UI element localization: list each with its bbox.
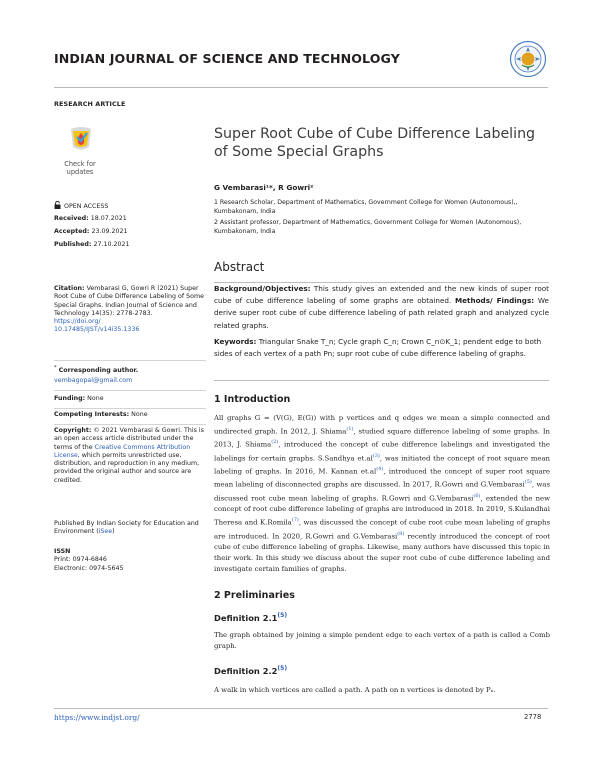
issn-block: ISSN Print: 0974-6846 Electronic: 0974-5645 <box>54 548 124 572</box>
citation-ref[interactable]: (2) <box>271 439 279 446</box>
section-introduction-heading: 1 Introduction <box>214 394 291 405</box>
author-list: G Vembarasi¹*, R Gowri² <box>214 183 314 192</box>
abstract-heading: Abstract <box>214 260 265 274</box>
journal-logo <box>509 40 547 78</box>
email-link[interactable]: vembagopal@gmail.com <box>54 377 133 384</box>
footer-divider <box>54 708 548 709</box>
abstract-bottom-rule <box>214 380 549 381</box>
definition-2-1-heading: Definition 2.1$^{(5)}$ <box>214 612 288 623</box>
definition-2-2-heading: Definition 2.2$^{(5)}$ <box>214 665 288 676</box>
introduction-paragraph: All graphs G = (V(G), E(G)) with p vertices and q edges we mean a simple connected and undirected graph. In 2012, J. Shiama$^{(1)}$, studied square difference labeling of some graphs. In 2013, J. Shiama$^{(2)}$, introduced the concept of cube difference labelings and investigated the labelings for certain graphs. S.Sandhya et.al$^{(3)}$, was initiated the concept of root square mean labeling of graphs. In 2016, M. Kannan et.al$^{(4)}$, introduced the concept of super root square mean labeling of disconnected graphs are discussed. In 2017, R.Gowri and G.Vembarasi$^{(5)}$, was discussed root cube mean labeling of graphs. R.Gowri and G.Vembarasi$^{(6)}$, extended the new concept of root cube difference labeling of graphs are introduced in 2018. In 2019, S.Kulandhai Theresa and K.Romila$^{(7)}$, was discussed the concept of cube root cube mean labeling of graphs are introduced. In 2020, R.Gowri and G.Vembarasi$^{(8)}$ recently introduced the concept of root cube of cube difference labeling of graphs. Likewise, many authors have discussed this topic in their work. In this study we discuss about the super root cube of cube difference labeling and investigate certain families of graphs. <box>214 414 551 573</box>
competing-row: Competing Interests: None <box>54 411 148 418</box>
issn-electronic: Electronic: 0974-5645 <box>54 564 124 572</box>
citation-ref[interactable]: (5) <box>277 612 288 619</box>
sidebar-divider <box>54 408 206 409</box>
doi-link-id[interactable]: 10.17485/IJST/v14i35.1336 <box>54 326 140 334</box>
copyright-block: Copyright: © 2021 Vembarasi & Gowri. This is an open access article distributed under the terms of the Creative Commons Attribution License, which permits unrestricted use, distribution, and reproduction in any medium, provided the original author and source are credited. <box>54 427 204 484</box>
citation-ref[interactable]: (1) <box>346 426 354 433</box>
article-type: RESEARCH ARTICLE <box>54 100 126 108</box>
accepted-row: Accepted: 23.09.2021 <box>54 228 128 235</box>
affiliation-2: 2 Assistant professor, Department of Mathematics, Government College for Women (Autonomous), Kumbakonam, India <box>214 219 522 235</box>
lock-icon <box>54 201 61 209</box>
corresponding-row: * Corresponding author. <box>54 365 139 375</box>
published-row: Published: 27.10.2021 <box>54 241 130 248</box>
citation-ref[interactable]: (6) <box>473 492 481 499</box>
publisher-block: Published By Indian Society for Education and Environment (iSee) <box>54 520 199 536</box>
citation-block: Citation: Vembarasi G, Gowri R (2021) Super Root Cube of Cube Difference Labeling of Some Special Graphs. Indian Journal of Science and Technology 14(35): 2778-2783. https://doi.org/ 10.17485/IJST/v14i35.1336 <box>54 285 204 334</box>
affiliation-1: 1 Research Scholar, Department of Mathematics, Government College for Women (Autonomous),, Kumbakonam, India <box>214 199 518 215</box>
journal-title: INDIAN JOURNAL OF SCIENCE AND TECHNOLOGY <box>54 51 400 66</box>
keywords: Keywords: Triangular Snake T_n; Cycle graph C_n; Crown C_n⊙K_1; pendent edge to both sides of each vertex of a path Pn; supr root cube of cube difference labeling of graphs. <box>214 336 542 359</box>
citation-ref[interactable]: (7) <box>291 517 299 524</box>
received-date: 18.07.2021 <box>90 215 127 222</box>
published-date: 27.10.2021 <box>93 241 130 248</box>
citation-ref[interactable]: (5) <box>277 665 288 672</box>
sidebar-divider <box>54 390 206 391</box>
doi-link[interactable]: https://doi.org/ <box>54 318 101 325</box>
citation-ref[interactable]: (8) <box>397 530 405 537</box>
citation-ref[interactable]: (4) <box>376 466 384 473</box>
citation-text: Vembarasi G, Gowri R (2021) Super Root Cube of Cube Difference Labeling of Some Special Graphs. Indian Journal of Science and Technology 14(35): 2778-2783. <box>54 285 204 317</box>
abstract-body <box>214 283 549 360</box>
definition-2-1-text: The graph obtained by joining a simple pendent edge to each vertex of a path is called a Comb graph. <box>214 631 550 651</box>
section-preliminaries-heading: 2 Preliminaries <box>214 590 295 601</box>
citation-ref[interactable]: (5) <box>524 479 532 486</box>
received-row: Received: 18.07.2021 <box>54 215 127 222</box>
issn-print: Print: 0974-6846 <box>54 556 107 564</box>
funding-row: Funding: None <box>54 395 104 402</box>
citation-ref[interactable]: (3) <box>372 452 380 459</box>
open-access-label: OPEN ACCESS <box>64 203 109 210</box>
check-for-updates-label[interactable]: Check for updates <box>64 160 96 177</box>
open-access-row <box>54 201 206 211</box>
accepted-date: 23.09.2021 <box>91 228 128 235</box>
paper-title: Super Root Cube of Cube Difference Labeling of Some Special Graphs <box>214 126 536 160</box>
page-number: 2778 <box>524 713 542 721</box>
sidebar-divider <box>54 360 206 361</box>
abstract-background: Background/Objectives: This study gives an extended and the new kinds of super root cube of cube difference labeling of some graphs are obtained. Methods/ Findings: We derive super root cube of cube difference labeling of path related graph and analyzed cycle related graphs. <box>214 284 549 330</box>
isee-link[interactable]: iSee <box>98 528 113 536</box>
definition-2-2-text: A walk in which vertices are called a path. A path on n vertices is denoted by Pₙ. <box>214 686 496 694</box>
header-divider <box>54 87 548 88</box>
cc-license-link[interactable]: Creative Commons Attribution License <box>54 443 191 459</box>
sidebar-divider <box>54 424 206 425</box>
journal-url-link[interactable]: https://www.indjst.org/ <box>54 713 140 722</box>
